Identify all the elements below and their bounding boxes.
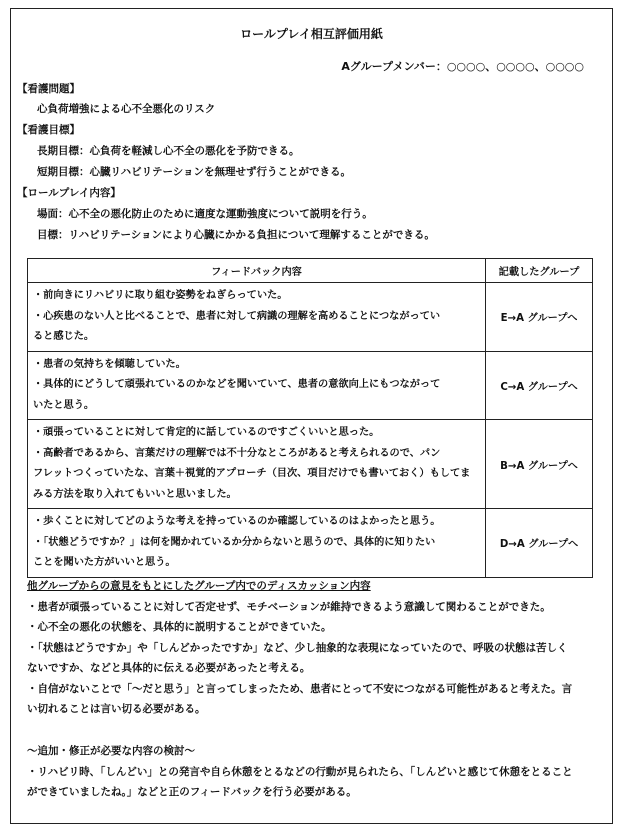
revision-heading: ～追加・修正が必要な内容の検討～ <box>27 745 195 757</box>
revision-section <box>27 741 602 803</box>
discussion-section <box>27 576 602 720</box>
discussion-line: ・心不全の悪化の状態を、具体的に説明することができていた。 <box>27 621 332 633</box>
group-cell: E→A グループへ <box>486 283 593 352</box>
feedback-line: フレットつくっていたな、言葉＋視覚的アプローチ（目次、項目だけでも書いておく）もしてま <box>33 468 471 479</box>
group-members: Aグループメンバー：○○○○、○○○○、○○○○ <box>341 60 584 73</box>
nursing-goals-heading: 【看護目標】 <box>17 124 80 136</box>
feedback-line: ・高齢者であるから、言葉だけの理解では不十分なところがあると考えられるので、パン <box>33 447 441 459</box>
group-cell: B→A グループへ <box>486 420 593 509</box>
feedback-line: ・頑張っていることに対して肯定的に話しているのですごくいいと思った。 <box>33 427 380 438</box>
discussion-line: ・患者が頑張っていることに対して否定せず、モチベーションが維持できるよう意識して関わることができた。 <box>27 600 551 613</box>
discussion-heading: 他グループからの意見をもとにしたグループ内でのディスカッション内容 <box>27 580 371 592</box>
discussion-line: い切れることは言い切る必要がある。 <box>27 703 206 715</box>
feedback-table <box>27 258 593 578</box>
group-cell: C→A グループへ <box>486 351 593 420</box>
header-group: 記載したグループ <box>486 259 593 283</box>
nursing-problem-text: 心負荷増強による心不全悪化のリスク <box>37 103 216 115</box>
feedback-line: ・具体的にどうして頑張れているのかなどを聞いていて、患者の意欲向上にもつながって <box>33 379 441 390</box>
group-cell: D→A グループへ <box>486 509 593 578</box>
revision-line: ができていましたね。」などと正のフィードバックを行う必要がある。 <box>27 786 357 798</box>
table-header-row <box>28 259 593 283</box>
feedback-cell <box>28 509 486 578</box>
feedback-line: みる方法を取り入れてもいいと思いました。 <box>33 488 237 500</box>
header-feedback: フィードバック内容 <box>28 259 486 283</box>
feedback-cell <box>28 283 486 352</box>
roleplay-goal: 目標：リハビリテーションにより心臓にかかる負担について理解することができる。 <box>37 229 435 241</box>
feedback-line: ・歩くことに対してどのような考えを持っているのか確認しているのはよかったと思う。 <box>33 516 441 527</box>
page-title: ロールプレイ相互評価用紙 <box>240 27 383 41</box>
table-row <box>28 351 593 420</box>
discussion-line: ・「状態はどうですか」や「しんどかったですか」など、少し抽象的な表現になっていたので、呼吸の状態は苦しく <box>27 641 568 654</box>
discussion-line: ないですか、などと具体的に伝える必要があったと考える。 <box>27 662 311 674</box>
document-frame <box>10 8 613 824</box>
feedback-cell <box>28 420 486 509</box>
feedback-line: ことを聞いた方がいいと思う。 <box>33 557 176 568</box>
nursing-problem-heading: 【看護問題】 <box>17 83 80 95</box>
feedback-line: ・前向きにリハビリに取り組む姿勢をねぎらっていた。 <box>33 290 288 301</box>
feedback-line: ・「状態どうですか？」は何を聞かれているか分からないと思うので、具体的に知りたい <box>33 536 436 548</box>
feedback-line: ・心疾患のない人と比べることで、患者に対して病識の理解を高めることにつながってい <box>33 310 441 322</box>
table-row <box>28 283 593 352</box>
roleplay-heading: 【ロールプレイ内容】 <box>17 187 121 199</box>
long-term-goal: 長期目標：心負荷を軽減し心不全の悪化を予防できる。 <box>37 145 300 157</box>
roleplay-scene: 場面：心不全の悪化防止のために適度な運動強度について説明を行う。 <box>37 208 373 220</box>
feedback-line: いたと思う。 <box>33 399 95 411</box>
feedback-line: ると感じた。 <box>33 331 95 342</box>
short-term-goal: 短期目標：心臓リハビリテーションを無理せず行うことができる。 <box>37 166 352 178</box>
table-row <box>28 509 593 578</box>
revision-line: ・リハビリ時、「しんどい」との発言や自ら休憩をとるなどの行動が見られたら、「しんどいと感じて休憩をとること <box>27 765 573 778</box>
table-row <box>28 420 593 509</box>
feedback-line: ・患者の気持ちを傾聴していた。 <box>33 358 186 370</box>
discussion-line: ・自信がないことで「～だと思う」と言ってしまったため、患者にとって不安につながる可能性があると考えた。言 <box>27 682 573 695</box>
feedback-cell <box>28 351 486 420</box>
